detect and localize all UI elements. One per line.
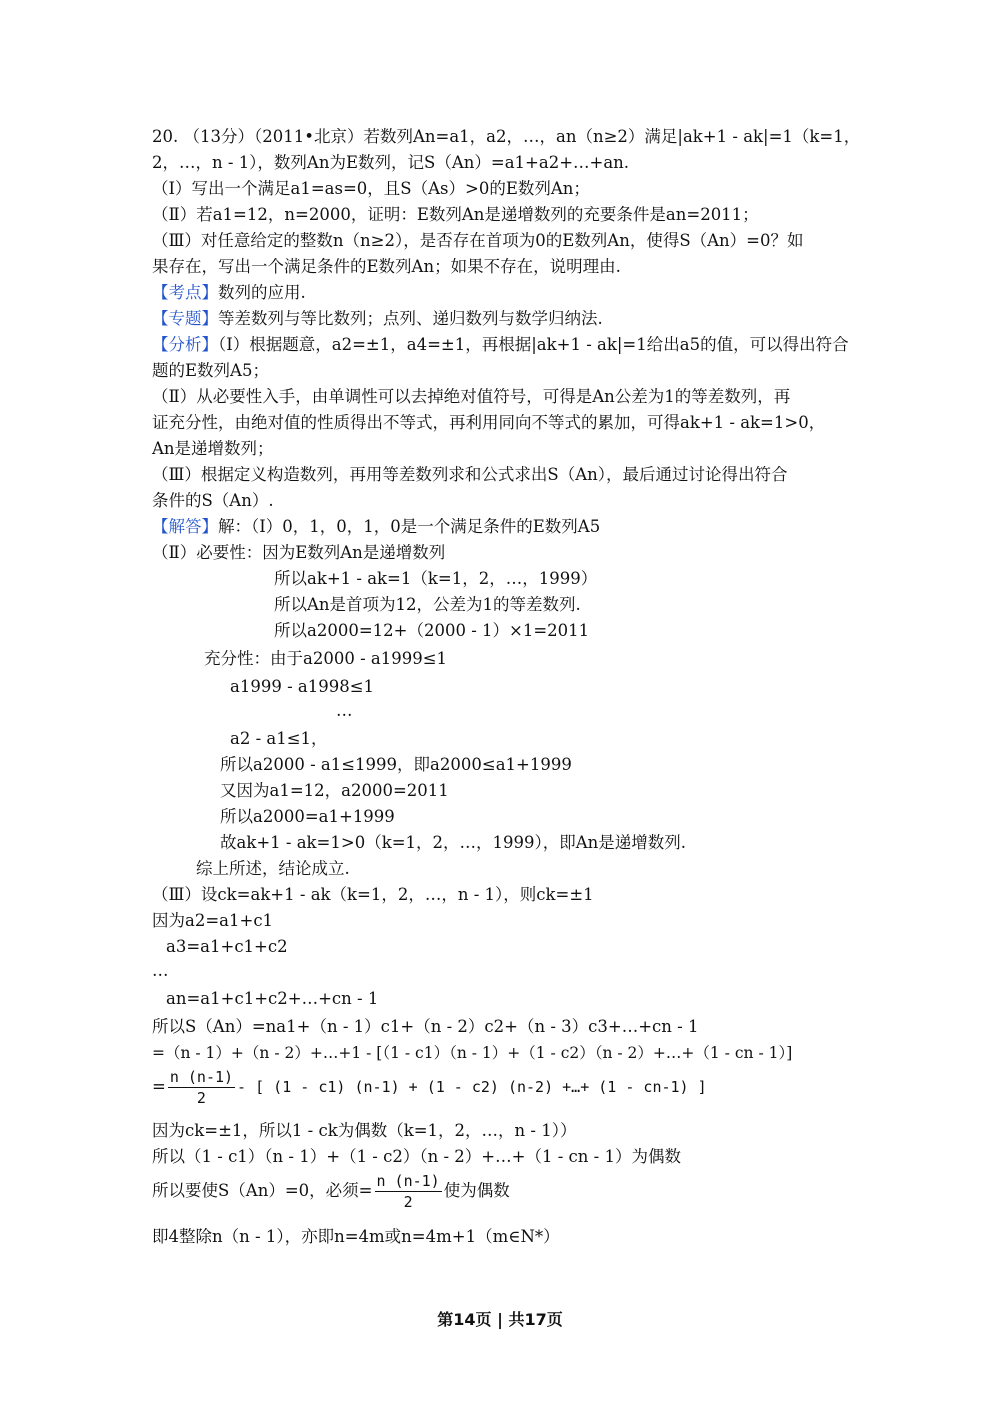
jieda-line-19: an=a1+c1+c2+…+cn - 1	[166, 989, 379, 1008]
fraction-n-n-1-over-2-b	[375, 1171, 442, 1212]
jieda-line-9: a2 - a1≤1，	[230, 729, 328, 748]
fraction-denominator: 2	[403, 1193, 413, 1211]
condition-prefix: 所以要使S（An）=0，必须=	[152, 1181, 373, 1200]
fenxi-line-1	[152, 332, 849, 358]
jieda-line-6: 充分性：由于a2000 - a1999≤1	[204, 649, 448, 668]
jieda-line-18: …	[152, 961, 169, 980]
jieda-line-17: a3=a1+c1+c2	[166, 937, 288, 956]
fenxi-line-5: An是递增数列；	[152, 439, 274, 458]
jieda-line-26: 即4整除n（n - 1），亦即n=4m或n=4m+1（m∈N*）	[152, 1227, 560, 1246]
jieda-line-21: =（n - 1）+（n - 2）+…+1 - [（1 - c1）（n - 1）+（1 - c2）（n - 2）+…+（1 - cn - 1）]	[152, 1044, 793, 1062]
kaodian-tag: 【考点】	[152, 283, 218, 302]
jieda-line-1	[152, 514, 600, 540]
kaodian-text: 数列的应用.	[218, 283, 306, 302]
jieda-line-8: …	[336, 701, 353, 720]
problem-line-1: 20. （13分）（2011•北京）若数列An=a1，a2，…，an（n≥2）满足|ak+1 - ak|=1（k=1，	[152, 127, 861, 146]
jieda-line-15: （Ⅲ）设ck=ak+1 - ak（k=1，2，…，n - 1），则ck=±1	[152, 885, 594, 904]
fenxi-line-3: （Ⅱ）从必要性入手，由单调性可以去掉绝对值符号，可得是An公差为1的等差数列，再	[152, 387, 791, 406]
jieda-line-20: 所以S（An）=na1+（n - 1）c1+（n - 2）c2+（n - 3）c3+…+cn - 1	[152, 1017, 699, 1036]
jieda-text: 解：（Ⅰ）0，1，0，1，0是一个满足条件的E数列A5	[218, 517, 601, 536]
fraction-n-n-1-over-2	[168, 1067, 235, 1108]
zhuanti-line	[152, 306, 603, 332]
jieda-line-13: 故ak+1 - ak=1>0（k=1，2，…，1999），即An是递增数列.	[220, 833, 687, 852]
jieda-line-7: a1999 - a1998≤1	[230, 677, 375, 696]
jieda-line-10: 所以a2000 - a1≤1999，即a2000≤a1+1999	[220, 755, 572, 774]
jieda-line-11: 又因为a1=12，a2000=2011	[220, 781, 449, 800]
jieda-line-24: 所以（1 - c1）（n - 1）+（1 - c2）（n - 2）+…+（1 - cn - 1）为偶数	[152, 1147, 681, 1166]
jieda-line-16: 因为a2=a1+c1	[152, 911, 274, 930]
jieda-tag: 【解答】	[152, 517, 218, 536]
page-footer: 第14页 | 共17页	[437, 1310, 563, 1329]
jieda-line-12: 所以a2000=a1+1999	[220, 807, 395, 826]
jieda-line-23: 因为ck=±1，所以1 - ck为偶数（k=1，2，…，n - 1））	[152, 1121, 577, 1140]
fenxi-tag: 【分析】	[152, 335, 218, 354]
jieda-line-22	[152, 1066, 707, 1108]
jieda-line-5: 所以a2000=12+（2000 - 1）×1=2011	[274, 621, 590, 640]
jieda-line-2: （Ⅱ）必要性：因为E数列An是递增数列	[152, 543, 446, 562]
problem-part-1: （Ⅰ）写出一个满足a1=as=0，且S（As）>0的E数列An；	[152, 179, 590, 198]
fraction-numerator: n (n-1)	[169, 1068, 234, 1086]
fraction-denominator: 2	[196, 1089, 206, 1107]
fenxi-line-4: 证充分性，由绝对值的性质得出不等式，再利用同向不等式的累加，可得ak+1 - ak=1>0，	[152, 413, 826, 432]
problem-part-3: （Ⅲ）对任意给定的整数n（n≥2），是否存在首项为0的E数列An，使得S（An）=0？如	[152, 231, 804, 250]
jieda-line-14: 综上所述，结论成立.	[196, 859, 350, 878]
fenxi-line-2: 题的E数列A5；	[152, 361, 269, 380]
fenxi-line-7: 条件的S（An）.	[152, 491, 274, 510]
problem-line-2: 2，…，n - 1），数列An为E数列，记S（An）=a1+a2+…+an.	[152, 153, 630, 172]
jieda-line-3: 所以ak+1 - ak=1（k=1，2，…，1999）	[274, 569, 598, 588]
zhuanti-text: 等差数列与等比数列；点列、递归数列与数学归纳法.	[218, 309, 603, 328]
zhuanti-tag: 【专题】	[152, 309, 218, 328]
fraction-numerator: n (n-1)	[376, 1172, 440, 1190]
jieda-line-4: 所以An是首项为12，公差为1的等差数列.	[274, 595, 581, 614]
fenxi-text: （Ⅰ）根据题意，a2=±1，a4=±1，再根据|ak+1 - ak|=1给出a5的值，可以得出符合	[218, 335, 849, 354]
problem-part-2: （Ⅱ）若a1=12，n=2000，证明：E数列An是递增数列的充要条件是an=2011；	[152, 205, 759, 224]
fenxi-line-6: （Ⅲ）根据定义构造数列，再用等差数列求和公式求出S（An），最后通过讨论得出符合	[152, 465, 788, 484]
condition-suffix: 使为偶数	[443, 1181, 510, 1200]
bracket-expression: - [ (1 - c1) (n-1) + (1 - c2) (n-2) +…+ (1 - cn-1) ]	[237, 1078, 707, 1096]
equals-sign: =	[152, 1077, 166, 1096]
jieda-line-25	[152, 1170, 510, 1212]
problem-part-3-cont: 果存在，写出一个满足条件的E数列An；如果不存在，说明理由.	[152, 257, 621, 276]
kaodian-line	[152, 280, 306, 306]
